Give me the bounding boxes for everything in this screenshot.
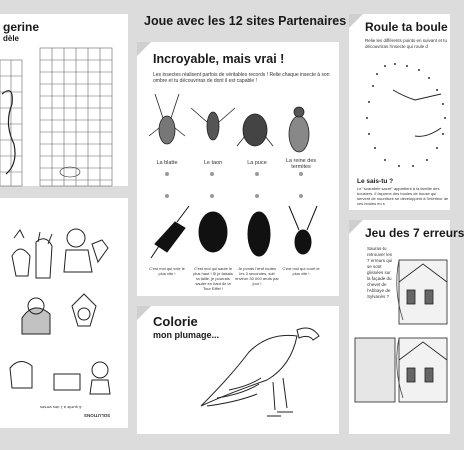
insect-shadows	[137, 202, 339, 264]
insect-fact-2: C'est moi qui saute le plus haut ! Si je faisais ta taille, je pourrais sauter en haut de la Tour Eiffel !	[193, 266, 233, 291]
insect-label-termite: La reine des termites	[285, 158, 317, 170]
left-top-title: gerine	[3, 20, 40, 34]
coloring-panel	[137, 306, 339, 434]
connect-dot-top[interactable]	[210, 172, 214, 176]
connect-dot-top[interactable]	[165, 172, 169, 176]
insects-title: Incroyable, mais vrai !	[153, 52, 285, 66]
ball-title: Roule ta boule	[365, 20, 448, 34]
spot-difference-drawings	[0, 198, 128, 428]
panel-corner	[137, 42, 151, 56]
coloring-title: Colorie	[153, 314, 198, 329]
left-top-panel	[0, 14, 128, 186]
insect-label-blatte: La blatte	[156, 160, 178, 166]
ball-tip-text: Le "scarabée sacré" appartient à la famille des bousiers. Il façonne des boules de bouse qui servent de nourriture se développent à l'intérieur de ces boules en s	[357, 186, 449, 206]
insects-panel	[137, 42, 339, 296]
connect-dot-top[interactable]	[255, 172, 259, 176]
insect-label-taon: Le taon	[203, 160, 223, 166]
left-bottom-panel	[0, 198, 128, 428]
insect-label-puce: La puce	[247, 160, 267, 166]
insect-fact-4: C'est moi qui court le plus vite !	[282, 266, 320, 276]
left-bottom-footer-left: SOLUTIONS	[84, 413, 111, 418]
left-bottom-footer-right: & quelle à 1 des versés	[40, 405, 82, 410]
insects-intro: Les insectes réalisent parfois de véritables records ! Relie chaque insecte à son ombre et tu découvriras de dont il est capable !	[153, 72, 330, 84]
ball-intro: Relie les différents points en suivant et tu découvriras l'insecte qui roule d	[365, 38, 447, 49]
connect-dot-bottom[interactable]	[299, 194, 303, 198]
page-title: Joue avec les 12 sites Partenaires	[144, 14, 347, 28]
panel-corner	[349, 14, 363, 28]
connect-dot-bottom[interactable]	[255, 194, 259, 198]
drawing-grid	[0, 14, 128, 186]
connect-dot-bottom[interactable]	[210, 194, 214, 198]
insect-fact-1: C'est moi qui vole le plus vite !	[149, 266, 185, 276]
insect-fact-3: Je ponds l'œuf toutes les 3 secondes, soit environ 30 000 œufs par jour !	[235, 266, 279, 286]
vulture-drawing	[137, 306, 339, 434]
errors-text: Sauras-tu retrouver les 7 erreurs qui se sont glissées sur la façade du chevet de l'Abbaye de Sylvanès ?	[367, 246, 393, 299]
connect-dot-top[interactable]	[299, 172, 303, 176]
ball-panel	[349, 14, 450, 210]
coloring-subtitle: mon plumage...	[153, 330, 220, 340]
errors-title: Jeu des 7 erreurs	[365, 226, 464, 240]
ball-tip-title: Le sais-tu ?	[357, 178, 394, 185]
errors-panel	[349, 220, 464, 434]
left-top-subtitle: dèle	[3, 34, 20, 43]
abbey-drawings	[349, 220, 450, 434]
connect-dot-bottom[interactable]	[165, 194, 169, 198]
